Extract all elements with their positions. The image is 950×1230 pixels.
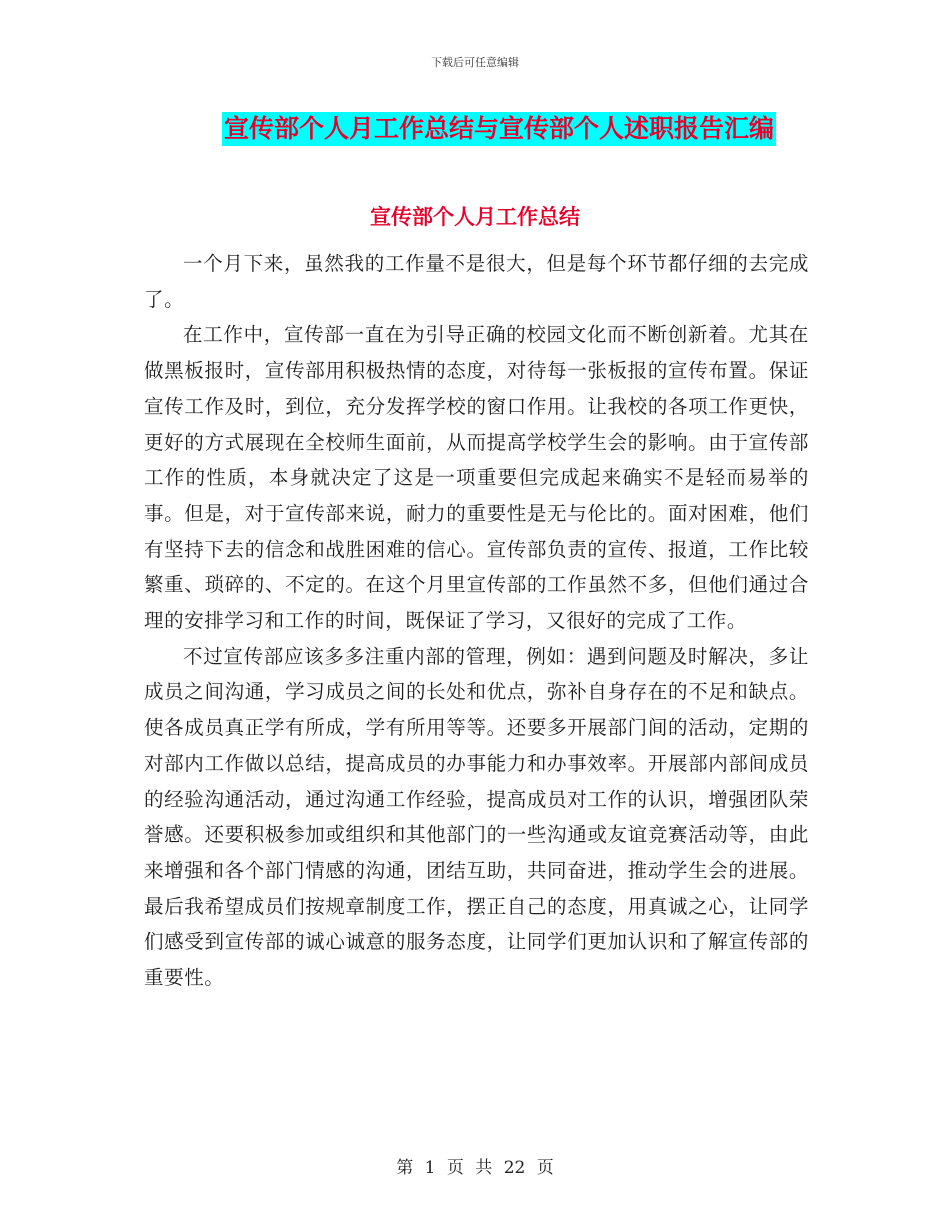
document-title: 宣传部个人月工作总结与宣传部个人述职报告汇编 (222, 112, 776, 146)
document-title-wrapper (0, 112, 950, 146)
header-note: 下载后可任意编辑 (431, 56, 519, 69)
page-number-footer: 第 1 页 共 22 页 (396, 1158, 554, 1178)
paragraph: 在工作中，宣传部一直在为引导正确的校园文化而不断创新着。尤其在做黑板报时，宣传部用积极热情的态度，对待每一张板报的宣传布置。保证宣传工作及时，到位，充分发挥学校的窗口作用。让我校的各项工作更快，更好的方式展现在全校师生面前，从而提高学校学生会的影响。由于宣传部工作的性质，本身就决定了这是一项重要但完成起来确实不是轻而易举的事。但是，对于宣传部来说，耐力的重要性是无与伦比的。面对困难，他们有坚持下去的信念和战胜困难的信心。宣传部负责的宣传、报道，工作比较繁重、琐碎的、不定的。在这个月里宣传部的工作虽然不多，但他们通过合理的安排学习和工作的时间，既保证了学习，又很好的完成了工作。 (144, 323, 809, 633)
body-text (144, 246, 809, 996)
section-title: 宣传部个人月工作总结 (370, 205, 580, 229)
paragraph: 一个月下来，虽然我的工作量不是很大，但是每个环节都仔细的去完成了。 (144, 252, 809, 311)
paragraph: 不过宣传部应该多多注重内部的管理，例如：遇到问题及时解决，多让成员之间沟通，学习成员之间的长处和优点，弥补自身存在的不足和缺点。使各成员真正学有所成，学有所用等等。还要多开展部门间的活动，定期的对部内工作做以总结，提高成员的办事能力和办事效率。开展部内部间成员的经验沟通活动，通过沟通工作经验，提高成员对工作的认识，增强团队荣誉感。还要积极参加或组织和其他部门的一些沟通或友谊竞赛活动等，由此来增强和各个部门情感的沟通，团结互助，共同奋进，推动学生会的进展。最后我希望成员们按规章制度工作，摆正自己的态度，用真诚之心，让同学们感受到宣传部的诚心诚意的服务态度，让同学们更加认识和了解宣传部的重要性。 (144, 644, 809, 990)
